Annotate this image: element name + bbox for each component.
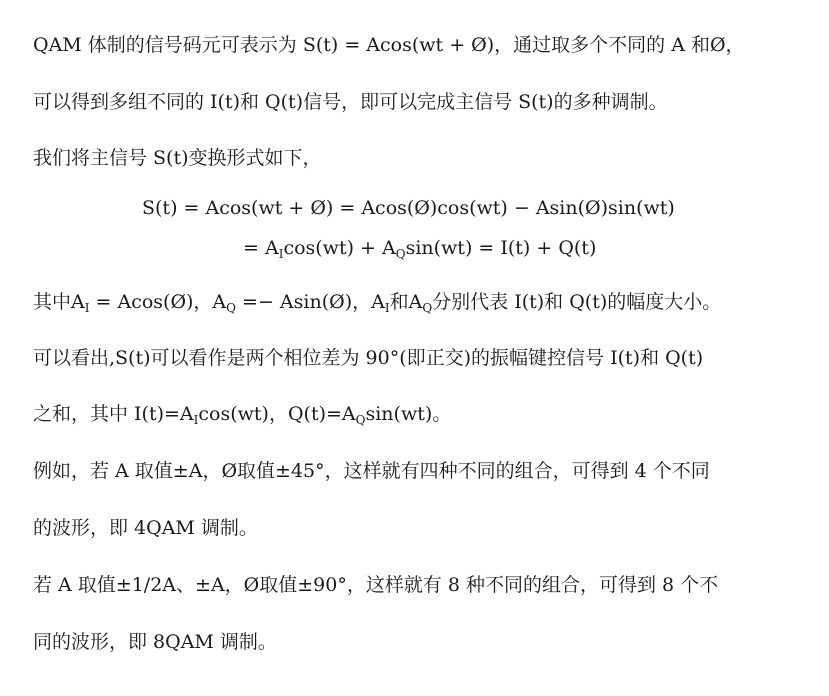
eq2-part: cos(wt) + A xyxy=(283,237,396,259)
subscript-i: I xyxy=(84,301,90,315)
text-line-iq-signals: 可以得到多组不同的 I(t)和 Q(t)信号，即可以完成主信号 S(t)的多种调制。 xyxy=(33,91,668,113)
text-line-quadrature: 可以看出,S(t)可以看作是两个相位差为 90°(即正交)的振幅键控信号 I(t)和 Q(t) xyxy=(33,347,704,369)
text-line-example-4qam-2: 的波形，即 4QAM 调制。 xyxy=(33,517,258,539)
eq2-part: sin(wt) = I(t) + Q(t) xyxy=(405,237,597,259)
subscript-i: I xyxy=(278,247,284,261)
amp-part: 其中A xyxy=(33,291,85,313)
text-line-sum-definition xyxy=(33,402,451,426)
sum-part: cos(wt)，Q(t)=A xyxy=(198,403,356,425)
equation-line-2 xyxy=(243,236,596,260)
text-line-amplitudes xyxy=(33,290,721,314)
subscript-q: Q xyxy=(355,413,366,427)
text-line-example-4qam-1: 例如，若 A 取值±A，Ø取值±45°，这样就有四种不同的组合，可得到 4 个不同 xyxy=(33,460,710,482)
subscript-q: Q xyxy=(395,247,406,261)
subscript-q: Q xyxy=(226,301,237,315)
sum-part: 之和，其中 I(t)=A xyxy=(33,403,194,425)
sum-part: sin(wt)。 xyxy=(365,403,452,425)
text-line-qam-definition: QAM 体制的信号码元可表示为 S(t) = Acos(wt + Ø)，通过取多个不同的 A 和Ø， xyxy=(33,34,745,56)
amp-part: =− Asin(Ø)，A xyxy=(236,291,385,313)
eq2-part: = A xyxy=(243,237,279,259)
amp-part: = Acos(Ø)，A xyxy=(89,291,227,313)
text-line-transform-intro: 我们将主信号 S(t)变换形式如下， xyxy=(33,147,322,169)
text-line-example-8qam-2: 同的波形，即 8QAM 调制。 xyxy=(33,631,277,653)
subscript-q: Q xyxy=(422,301,433,315)
subscript-i: I xyxy=(384,301,390,315)
text-line-example-8qam-1: 若 A 取值±1/2A、±A，Ø取值±90°，这样就有 8 种不同的组合，可得到 8 个不 xyxy=(33,574,719,596)
subscript-i: I xyxy=(193,413,199,427)
amp-part: 分别代表 I(t)和 Q(t)的幅度大小。 xyxy=(432,291,722,313)
equation-line-1: S(t) = Acos(wt + Ø) = Acos(Ø)cos(wt) − Asin(Ø)sin(wt) xyxy=(142,197,675,219)
amp-part: 和A xyxy=(389,291,423,313)
